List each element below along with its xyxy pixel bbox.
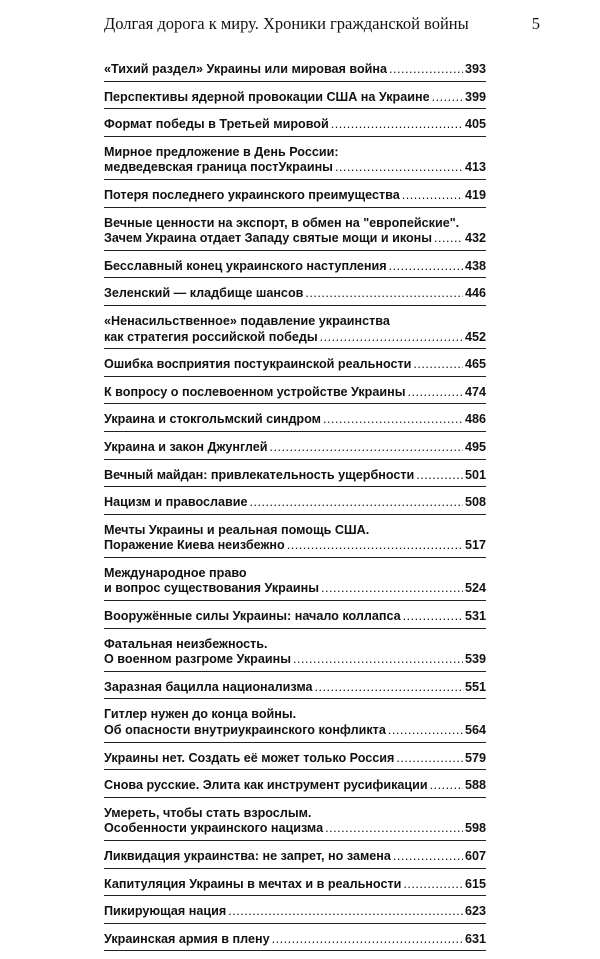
toc-entry-page-number: 524 [464, 581, 486, 596]
dot-leader [396, 751, 463, 767]
toc-entry[interactable] [104, 849, 486, 869]
toc-entry-last-line [104, 821, 486, 837]
toc-entry-page-number: 623 [464, 904, 486, 919]
toc-entry[interactable] [104, 707, 486, 742]
toc-entry-last-line [104, 468, 486, 484]
toc-entry-last-line [104, 652, 486, 668]
toc-entry-page-number: 495 [464, 439, 486, 454]
toc-entry-title-line: Перспективы ядерной провокации США на Украине [104, 89, 430, 104]
toc-entry-page-number: 607 [464, 849, 486, 863]
toc-entry-last-line [104, 581, 486, 597]
toc-entry-title-line: Бесславный конец украинского наступления [104, 258, 387, 273]
toc-entry-title-line: Фатальная неизбежность. [104, 636, 268, 651]
toc-entry-title-line: Вечный майдан: привлекательность ущербности [104, 467, 415, 482]
toc-entry-title-line: Гитлер нужен до конца войны. [104, 707, 297, 722]
toc-entry-page-number: 508 [464, 495, 486, 510]
toc-entry[interactable] [104, 932, 486, 952]
toc-entry-title-line: Снова русские. Элита как инструмент русификации [104, 778, 428, 793]
dot-leader [321, 581, 463, 597]
toc-entry-last-line [104, 286, 486, 302]
dot-leader [250, 495, 463, 511]
toc-entry-title-line: Вечные ценности на экспорт, в обмен на "европейские". [104, 215, 460, 230]
dot-leader [403, 609, 463, 625]
toc-entry[interactable] [104, 637, 486, 672]
toc-entry-last-line [104, 495, 486, 511]
dot-leader [413, 357, 463, 373]
toc-entry-title-line: Умереть, чтобы стать взрослым. [104, 805, 312, 820]
toc-entry-last-line [104, 160, 486, 176]
toc-entry[interactable] [104, 188, 486, 208]
toc-entry-last-line [104, 357, 486, 373]
toc-entry-last-line [104, 849, 486, 865]
toc-entry[interactable] [104, 778, 486, 798]
toc-entry-page-number: 564 [464, 723, 486, 738]
toc-entry-title-line: К вопросу о послевоенном устройстве Украины [104, 384, 406, 399]
toc-entry-title-line: Мечты Украины и реальная помощь США. [104, 522, 370, 537]
toc-entry-page-number: 517 [464, 538, 486, 553]
running-header [104, 14, 540, 34]
toc-entry-page-number: 413 [464, 160, 486, 175]
toc-entry-last-line [104, 231, 486, 247]
dot-leader [407, 385, 463, 401]
toc-entry-title-line: Украины нет. Создать её может только Россия [104, 750, 395, 765]
toc-entry-page-number: 474 [464, 384, 486, 399]
dot-leader [335, 160, 463, 176]
toc-entry[interactable] [104, 523, 486, 558]
toc-entry[interactable] [104, 877, 486, 897]
toc-entry-last-line [104, 259, 486, 275]
dot-leader [323, 412, 463, 428]
toc-entry-title-line: Зеленский — кладбище шансов [104, 286, 304, 301]
toc-entry-page-number: 432 [464, 231, 486, 246]
toc-entry-title-line: как стратегия российской победы [104, 329, 318, 344]
toc-entry-last-line [104, 90, 486, 106]
toc-entry[interactable] [104, 904, 486, 924]
toc-entry[interactable] [104, 751, 486, 771]
toc-entry-last-line [104, 609, 486, 625]
toc-entry[interactable] [104, 385, 486, 405]
toc-entry-title-line: и вопрос существования Украины [104, 581, 319, 596]
toc-entry[interactable] [104, 117, 486, 137]
dot-leader [293, 652, 463, 668]
toc-entry-page-number: 419 [464, 187, 486, 202]
toc-entry-last-line [104, 904, 486, 920]
toc-entry-page-number: 405 [464, 117, 486, 132]
toc-entry-last-line [104, 751, 486, 767]
dot-leader [331, 117, 463, 133]
toc-entry-last-line [104, 385, 486, 401]
toc-entry[interactable] [104, 314, 486, 349]
dot-leader [325, 821, 463, 837]
toc-entry[interactable] [104, 90, 486, 110]
toc-entry-title-line: Особенности украинского нацизма [104, 821, 324, 836]
running-header-title: Долгая дорога к миру. Хроники гражданской войны [104, 14, 469, 33]
toc-entry-title-line: Международное право [104, 565, 247, 580]
toc-entry-page-number: 399 [464, 89, 486, 104]
toc-entry-page-number: 531 [464, 609, 486, 624]
dot-leader [314, 680, 463, 696]
toc-entry-page-number: 393 [464, 62, 486, 76]
toc-entry[interactable] [104, 806, 486, 841]
toc-entry[interactable] [104, 259, 486, 279]
toc-entry-title-line: Ликвидация украинства: не запрет, но замена [104, 849, 391, 863]
toc-entry[interactable] [104, 609, 486, 629]
dot-leader [402, 188, 463, 204]
toc-entry[interactable] [104, 412, 486, 432]
toc-entry-last-line [104, 440, 486, 456]
toc-entry-last-line [104, 117, 486, 133]
toc-entry-title-line: Формат победы в Третьей мировой [104, 117, 329, 132]
toc-entry-page-number: 615 [464, 876, 486, 891]
toc-entry[interactable] [104, 286, 486, 306]
dot-leader [388, 723, 463, 739]
toc-entry-title-line: Нацизм и православие [104, 495, 248, 510]
toc-entry-last-line [104, 723, 486, 739]
toc-entry-page-number: 438 [464, 258, 486, 273]
toc-entry-page-number: 551 [464, 679, 486, 694]
toc-entry-title-line: Капитуляция Украины в мечтах и в реальности [104, 876, 402, 891]
toc-entry-title-line: Поражение Киева неизбежно [104, 538, 285, 553]
toc-entry-last-line [104, 62, 486, 78]
dot-leader [432, 90, 463, 106]
dot-leader [389, 259, 463, 275]
toc-entry-title-line: «Ненасильственное» подавление украинства [104, 313, 390, 328]
toc-entry-last-line [104, 188, 486, 204]
dot-leader [270, 440, 463, 456]
dot-leader [389, 62, 463, 78]
toc-entry-last-line [104, 778, 486, 794]
dot-leader [287, 538, 463, 554]
toc-entry-page-number: 539 [464, 652, 486, 667]
table-of-contents [104, 62, 486, 959]
toc-entry-title-line: Вооружённые силы Украины: начало коллапса [104, 609, 401, 624]
toc-entry-title-line: Пикирующая нация [104, 904, 227, 919]
toc-entry[interactable] [104, 680, 486, 700]
toc-entry-title-line: Мирное предложение в День России: [104, 144, 339, 159]
toc-entry-last-line [104, 680, 486, 696]
toc-entry-last-line [104, 330, 486, 346]
dot-leader [320, 330, 463, 346]
toc-entry-page-number: 465 [464, 357, 486, 372]
toc-entry-last-line [104, 877, 486, 893]
toc-entry-page-number: 588 [464, 778, 486, 793]
dot-leader [228, 904, 463, 920]
toc-entry-title-line: «Тихий раздел» Украины или мировая война [104, 62, 387, 76]
toc-entry-title-line: Зачем Украина отдает Западу святые мощи и иконы [104, 231, 433, 246]
toc-entry-title-line: Украина и закон Джунглей [104, 439, 268, 454]
toc-entry[interactable] [104, 145, 486, 180]
toc-entry-page-number: 446 [464, 286, 486, 301]
toc-entry-title-line: Об опасности внутриукраинского конфликта [104, 723, 386, 738]
toc-entry-title-line: медведевская граница постУкраины [104, 160, 333, 175]
toc-entry-title-line: О военном разгроме Украины [104, 652, 291, 667]
toc-entry[interactable] [104, 62, 486, 82]
toc-entry[interactable] [104, 216, 486, 251]
dot-leader [430, 778, 463, 794]
toc-entry-title-line: Заразная бацилла национализма [104, 679, 313, 694]
toc-entry[interactable] [104, 440, 486, 460]
toc-entry-last-line [104, 412, 486, 428]
page-number: 5 [531, 14, 540, 33]
toc-entry-last-line [104, 932, 486, 948]
dot-leader [393, 849, 463, 865]
toc-entry-page-number: 631 [464, 931, 486, 946]
toc-entry-page-number: 452 [464, 329, 486, 344]
toc-entry[interactable] [104, 566, 486, 601]
toc-entry-page-number: 598 [464, 821, 486, 836]
toc-entry[interactable] [104, 468, 486, 488]
dot-leader [305, 286, 463, 302]
toc-entry[interactable] [104, 357, 486, 377]
dot-leader [272, 932, 463, 948]
toc-entry-title-line: Украина и стокгольмский синдром [104, 412, 321, 427]
toc-entry-last-line [104, 538, 486, 554]
toc-entry-page-number: 501 [464, 467, 486, 482]
toc-entry-title-line: Потеря последнего украинского преимущества [104, 187, 400, 202]
toc-entry-title-line: Ошибка восприятия постукраинской реальности [104, 357, 412, 372]
toc-entry-page-number: 579 [464, 750, 486, 765]
toc-entry[interactable] [104, 495, 486, 515]
toc-entry-title-line: Украинская армия в плену [104, 931, 270, 946]
dot-leader [403, 877, 463, 893]
dot-leader [434, 231, 463, 247]
toc-entry-page-number: 486 [464, 412, 486, 427]
dot-leader [416, 468, 463, 484]
